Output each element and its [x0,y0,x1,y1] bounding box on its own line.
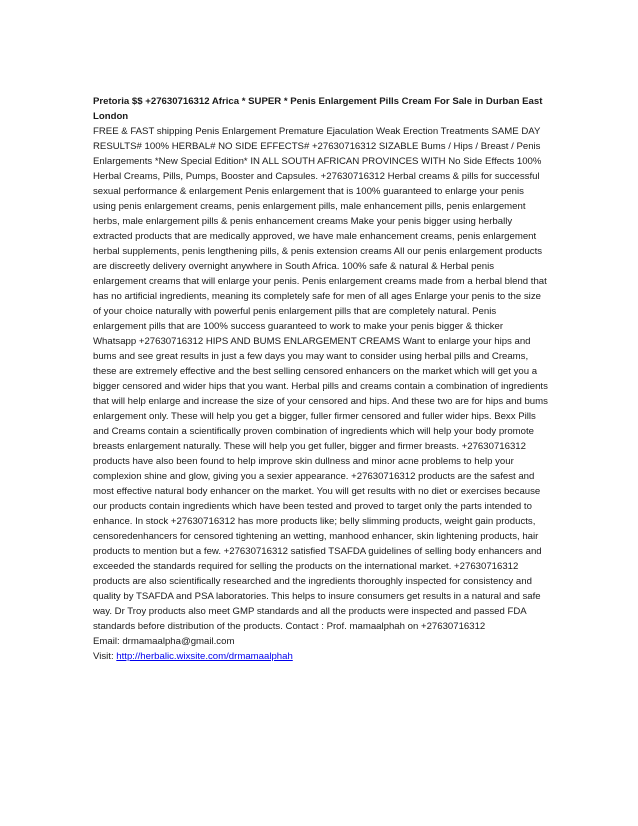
document-page [93,94,548,664]
document-title: Pretoria $$ +27630716312 Africa * SUPER * Penis Enlargement Pills Cream For Sale in Durban East London [93,96,543,122]
visit-label: Visit: [93,651,117,662]
website-link[interactable]: http://herbalic.wixsite.com/drmamaalphah [116,651,293,662]
document-body: FREE & FAST shipping Penis Enlargement Premature Ejaculation Weak Erection Treatments SAME DAY RESULTS# 100% HERBAL# NO SIDE EFFECTS# +27630716312 SIZABLE Bums / Hips / Breast / Penis Enlargements *New Special Edition* IN ALL SOUTH AFRICAN PROVINCES WITH No Side Effects 100% Herbal Creams, Pills, Pumps, Booster and Capsules. +27630716312 Herbal creams & pills for successful sexual performance & enlargement Penis enlargement that is 100% guaranteed to enlarge your penis using penis enlargement creams, penis enlargement pills, male enhancement pills, penis enlargement herbs, male enlargement pills & penis enhancement creams Make your penis bigger using herbally extracted products that are medically approved, we have male enhancement creams, penis enlargement herbal supplements, penis lengthening pills, & penis extension creams All our penis enlargement products are discreetly delivery overnight anywhere in South Africa. 100% safe & natural & Herbal penis enlargement creams that will enlarge your penis. Penis enlargement creams made from a herbal blend that has no artificial ingredients, meaning its completely safe for men of all ages Enlarge your penis to the size of your choice naturally with powerful penis enlargement pills that are completely natural. Penis enlargement pills that are 100% success guaranteed to work to make your penis bigger & thicker Whatsapp +27630716312 HIPS AND BUMS ENLARGEMENT CREAMS Want to enlarge your hips and bums and see great results in just a few days you may want to consider using herbal pills and Creams, these are extremely effective and the best selling censored enhancers on the market which will get you a bigger censored and wider hips that you want. Herbal pills and creams contain a combination of ingredients that will help enlarge and increase the size of your censored and hips. And these two are for hips and bums enlargement only. These will help you get a bigger, fuller firmer censored and fuller wider hips. Bexx Pills and Creams contain a scientifically proven combination of ingredients which will help your body promote breasts enlargement naturally. These will help you get fuller, bigger and firmer breasts. +27630716312 products have also been found to help improve skin dullness and minor acne problems to help your complexion shine and glow, giving you a sexier appearance. +27630716312 products are the safest and most effective natural body enhancer on the market. You will get results with no diet or exercises because our products contain ingredients which have been tested and proved to target only the parts intended to enhance. In stock +27630716312 has more products like; belly slimming products, weight gain products, censoredenhancers for censored tightening an wetting, manhood enhancer, skin lightening products, hair products to mention but a few. +27630716312 satisfied TSAFDA guidelines of selling body enhancers and exceeded the standards required for selling the products on the international market. +27630716312 products are also scientifically researched and the ingredients thoroughly inspected for consistency and quality by TSAFDA and PSA laboratories. This helps to insure consumers get results in a natural and safe way. Dr Troy products also meet GMP standards and all the products were inspected and passed FDA standards before distribution of the products. Contact : Prof. mamaalphah on +27630716312 [93,126,548,632]
visit-line [93,649,548,664]
email-line: Email: drmamaalpha@gmail.com [93,636,235,647]
